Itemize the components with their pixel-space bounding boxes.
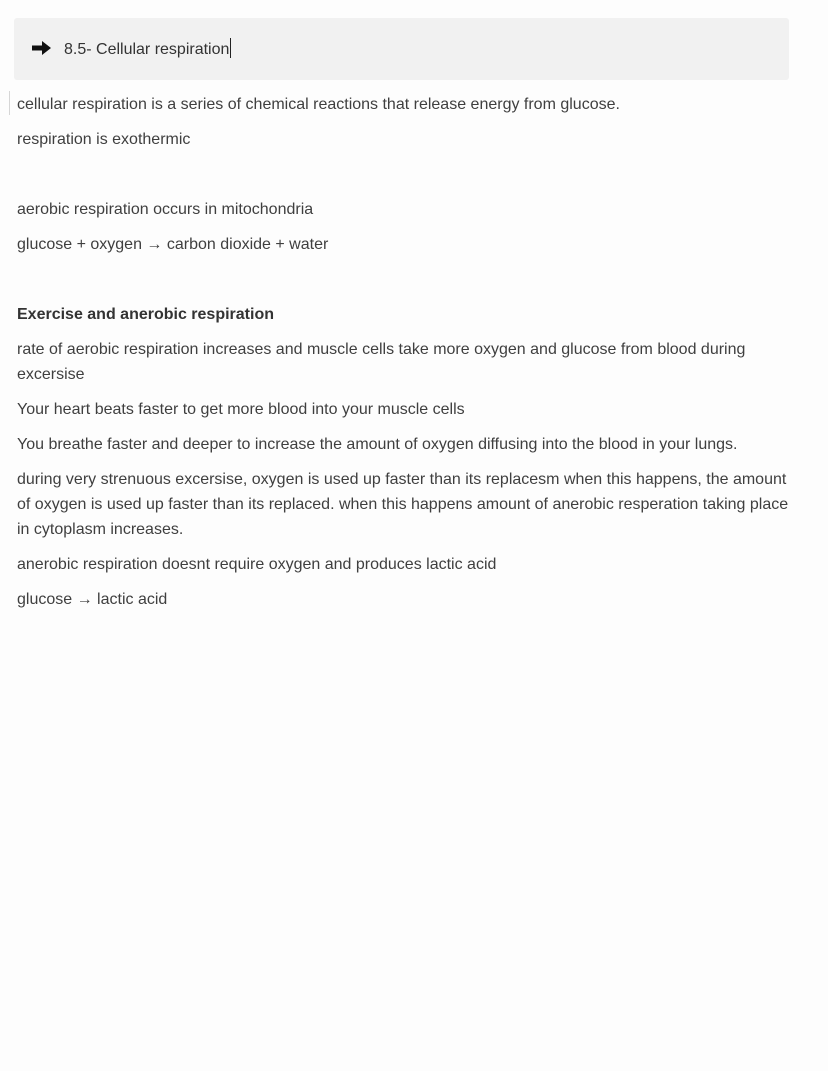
page-title[interactable]: 8.5- Cellular respiration	[64, 38, 231, 59]
note-body[interactable]	[17, 92, 797, 622]
note-paragraph[interactable]: rate of aerobic respiration increases and muscle cells take more oxygen and glucose from blood during excersise	[17, 341, 746, 383]
text-cursor	[230, 38, 231, 58]
note-paragraph[interactable]: during very strenuous excersise, oxygen is used up faster than its replacesm when this happens, the amount of oxygen is used up faster than its replaced. when this happens amount of anerobic resperation taking place in cytoplasm increases.	[17, 471, 789, 538]
note-paragraph[interactable]: cellular respiration is a series of chemical reactions that release energy from glucose.	[17, 96, 620, 113]
note-paragraph[interactable]: glucose + oxygen → carbon dioxide + water	[17, 236, 329, 253]
note-paragraph[interactable]: Your heart beats faster to get more blood into your muscle cells	[17, 401, 465, 418]
note-paragraph[interactable]: aerobic respiration occurs in mitochondria	[17, 201, 314, 218]
note-paragraph[interactable]: glucose → lactic acid	[17, 591, 168, 608]
note-paragraph[interactable]: anerobic respiration doesnt require oxygen and produces lactic acid	[17, 556, 497, 573]
empty-line[interactable]	[17, 162, 797, 197]
note-paragraph[interactable]: respiration is exothermic	[17, 131, 191, 148]
section-heading[interactable]: Exercise and anerobic respiration	[17, 306, 274, 323]
empty-line[interactable]	[17, 267, 797, 302]
note-paragraph[interactable]: You breathe faster and deeper to increase the amount of oxygen diffusing into the blood in your lungs.	[17, 436, 738, 453]
arrow-right-icon	[31, 40, 53, 56]
page-title-bar[interactable]	[14, 18, 789, 80]
block-focus-indicator	[9, 91, 10, 115]
